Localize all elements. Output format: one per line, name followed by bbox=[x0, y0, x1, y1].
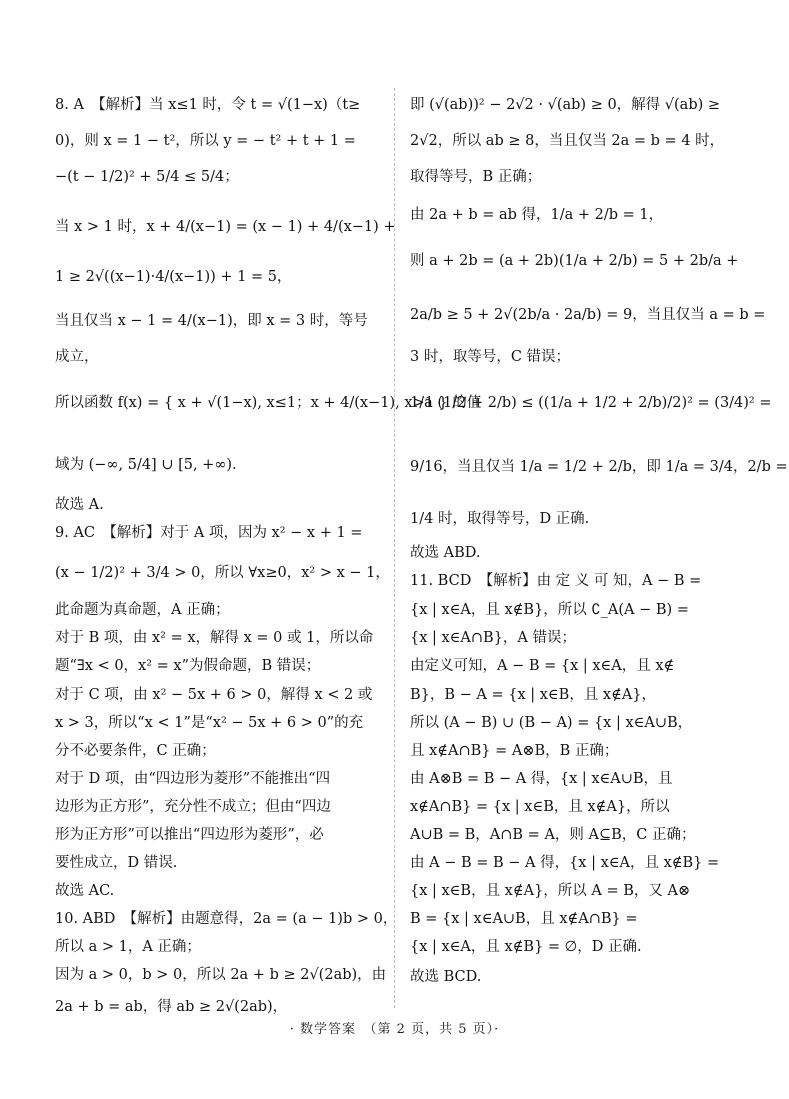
left-column-line-9: 域为 (−∞, 5/4] ∪ [5, +∞). bbox=[55, 457, 237, 473]
right-column-line-4: 由 2a + b = ab 得，1/a + 2/b = 1， bbox=[410, 207, 664, 223]
right-column-line-8: 1/a (1/2 + 2/b) ≤ ((1/a + 1/2 + 2/b)/2)² = (3/4)² = bbox=[410, 395, 772, 411]
left-column-line-1: 8. A 【解析】当 x≤1 时，令 t = √(1−x)（t≥ bbox=[55, 97, 361, 113]
right-column-line-12: 11. BCD 【解析】由 定 义 可 知，A − B = bbox=[410, 573, 702, 589]
right-column-line-2: 2√2，所以 ab ≥ 8，当且仅当 2a = b = 4 时， bbox=[410, 133, 725, 149]
left-column-line-25: 所以 a > 1，A 正确； bbox=[55, 939, 201, 955]
right-column-line-21: A∪B = B，A∩B = A，则 A⊆B，C 正确； bbox=[410, 827, 696, 843]
left-column-line-4: 当 x > 1 时，x + 4/(x−1) = (x − 1) + 4/(x−1) + bbox=[55, 219, 396, 235]
right-column-line-15: 由定义可知，A − B = {x | x∈A，且 x∉ bbox=[410, 658, 675, 674]
left-column-line-3: −(t − 1/2)² + 5/4 ≤ 5/4； bbox=[55, 169, 239, 185]
left-column-line-19: 对于 D 项，由“四边形为菱形”不能推出“四 bbox=[55, 771, 331, 787]
right-column-line-11: 故选 ABD. bbox=[410, 545, 481, 561]
left-column-line-22: 要性成立，D 错误. bbox=[55, 855, 178, 871]
left-column-line-14: 对于 B 项，由 x² = x，解得 x = 0 或 1，所以命 bbox=[55, 630, 374, 646]
right-column-line-9: 9/16，当且仅当 1/a = 1/2 + 2/b，即 1/a = 3/4，2/b = bbox=[410, 459, 788, 475]
right-column-line-10: 1/4 时，取得等号，D 正确. bbox=[410, 511, 590, 527]
right-column-line-14: {x | x∈A∩B}，A 错误； bbox=[410, 630, 576, 646]
right-column-line-20: x∉A∩B} = {x | x∈B，且 x∉A}，所以 bbox=[410, 799, 670, 815]
left-column-line-13: 此命题为真命题，A 正确； bbox=[55, 602, 230, 618]
left-column-line-10: 故选 A. bbox=[55, 497, 104, 513]
left-column-line-2: 0)，则 x = 1 − t²，所以 y = − t² + t + 1 = bbox=[55, 133, 356, 149]
right-column-line-6: 2a/b ≥ 5 + 2√(2b/a · 2a/b) = 9，当且仅当 a = b = bbox=[410, 307, 766, 323]
column-divider bbox=[394, 88, 395, 1008]
right-column-line-1: 即 (√(ab))² − 2√2 · √(ab) ≥ 0，解得 √(ab) ≥ bbox=[410, 97, 721, 113]
right-column-line-3: 取得等号，B 正确； bbox=[410, 169, 542, 185]
right-column-line-22: 由 A − B = B − A 得，{x | x∈A，且 x∉B} = bbox=[410, 855, 720, 871]
page-footer: · 数学答案 （第 2 页，共 5 页）· bbox=[289, 1022, 500, 1037]
left-column-line-17: x > 3，所以“x < 1”是“x² − 5x + 6 > 0”的充 bbox=[55, 715, 364, 731]
left-column-line-11: 9. AC 【解析】对于 A 项，因为 x² − x + 1 = bbox=[55, 525, 363, 541]
right-column-line-19: 由 A⊗B = B − A 得，{x | x∈A∪B，且 bbox=[410, 771, 673, 787]
left-column-line-8: 所以函数 f(x) = { x + √(1−x), x≤1；x + 4/(x−1), x>1 } 的值 bbox=[55, 395, 482, 411]
left-column-line-27: 2a + b = ab，得 ab ≥ 2√(2ab)， bbox=[55, 999, 288, 1015]
right-column-line-25: {x | x∈A，且 x∉B} = ∅，D 正确. bbox=[410, 939, 642, 955]
left-column-line-26: 因为 a > 0，b > 0，所以 2a + b ≥ 2√(2ab)，由 bbox=[55, 967, 387, 983]
right-column-line-17: 所以 (A − B) ∪ (B − A) = {x | x∈A∪B， bbox=[410, 715, 693, 731]
left-column-line-7: 成立， bbox=[55, 349, 99, 365]
left-column-line-12: (x − 1/2)² + 3/4 > 0，所以 ∀x≥0，x² > x − 1， bbox=[55, 565, 390, 581]
left-column-line-5: 1 ≥ 2√((x−1)·4/(x−1)) + 1 = 5， bbox=[55, 269, 292, 285]
left-column-line-15: 题“∃x < 0，x² = x”为假命题，B 错误； bbox=[55, 658, 321, 674]
right-column-line-5: 则 a + 2b = (a + 2b)(1/a + 2/b) = 5 + 2b/a + bbox=[410, 253, 739, 269]
left-column-line-6: 当且仅当 x − 1 = 4/(x−1)，即 x = 3 时，等号 bbox=[55, 313, 368, 329]
left-column-line-24: 10. ABD 【解析】由题意得，2a = (a − 1)b > 0， bbox=[55, 911, 398, 927]
right-column-line-18: 且 x∉A∩B} = A⊗B，B 正确； bbox=[410, 743, 619, 759]
left-column-line-16: 对于 C 项，由 x² − 5x + 6 > 0，解得 x < 2 或 bbox=[55, 687, 373, 703]
right-column-line-13: {x | x∈A，且 x∉B}，所以 ∁_A(A − B) = bbox=[410, 602, 689, 618]
right-column-line-7: 3 时，取等号，C 错误； bbox=[410, 349, 571, 365]
left-column-line-20: 边形为正方形”，充分性不成立；但由“四边 bbox=[55, 799, 331, 815]
left-column-line-18: 分不必要条件，C 正确； bbox=[55, 743, 216, 759]
right-column-line-26: 故选 BCD. bbox=[410, 969, 482, 985]
right-column-line-23: {x | x∈B，且 x∉A}，所以 A = B，又 A⊗ bbox=[410, 883, 691, 899]
left-column-line-23: 故选 AC. bbox=[55, 883, 115, 899]
right-column-line-24: B = {x | x∈A∪B，且 x∉A∩B} = bbox=[410, 911, 638, 927]
right-column-line-16: B}，B − A = {x | x∈B，且 x∉A}， bbox=[410, 687, 657, 703]
left-column-line-21: 形为正方形”可以推出“四边形为菱形”，必 bbox=[55, 827, 324, 843]
